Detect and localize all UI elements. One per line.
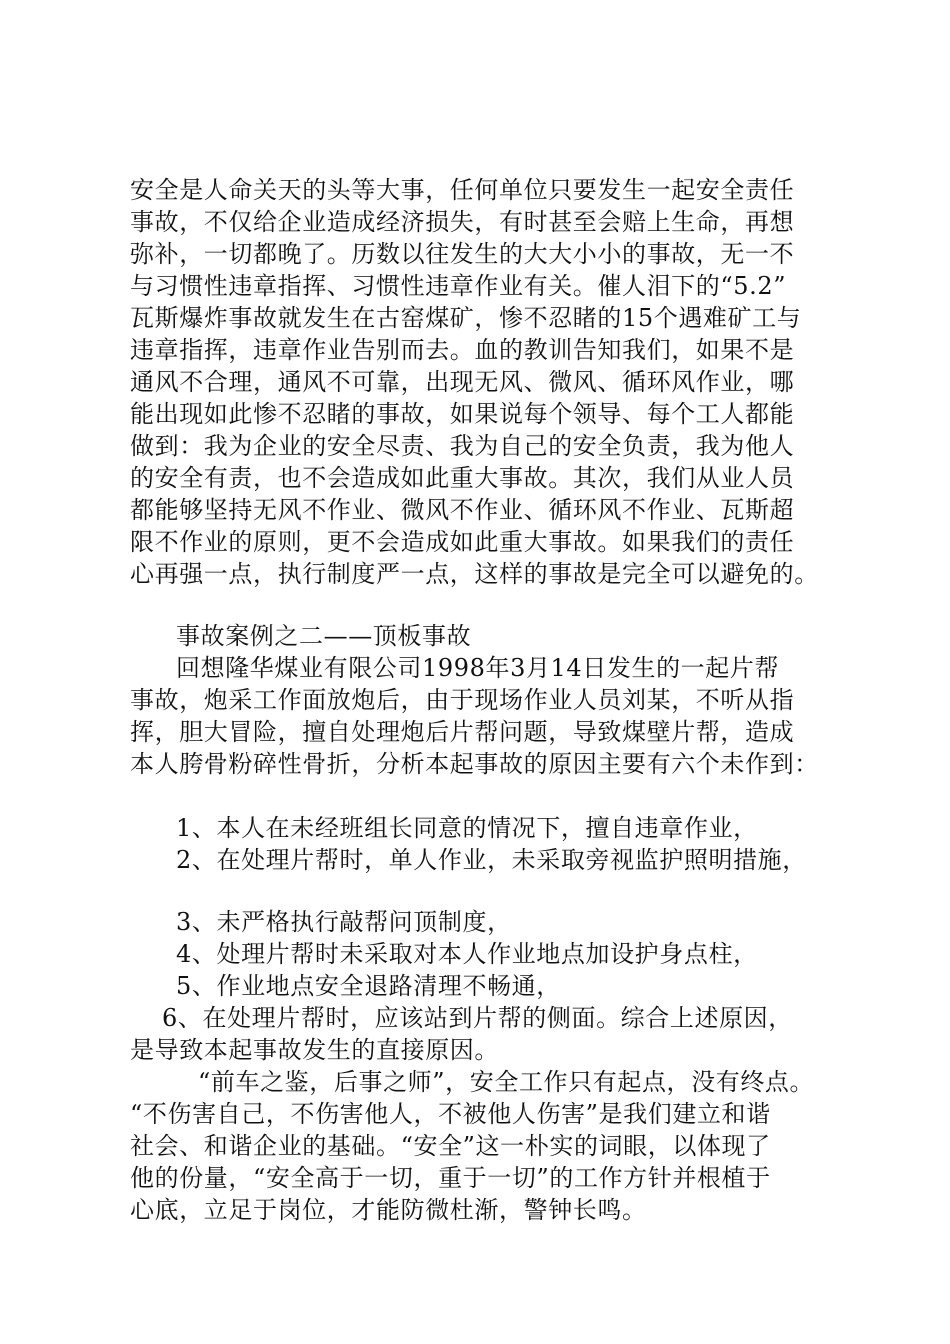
paragraph1-line: 的安全有责，也不会造成如此重大事故。其次，我们从业人员 xyxy=(130,464,795,492)
paragraph1-line: 都能够坚持无风不作业、微风不作业、循环风不作业、瓦斯超 xyxy=(130,496,795,524)
case-heading: 事故案例之二——顶板事故 xyxy=(176,622,472,650)
paragraph1-line: 限不作业的原则，更不会造成如此重大事故。如果我们的责任 xyxy=(130,528,795,556)
paragraph1-line: 做到：我为企业的安全尽责、我为自己的安全负责，我为他人 xyxy=(130,432,795,460)
paragraph1-line: 瓦斯爆炸事故就发生在古窑煤矿，惨不忍睹的15个遇难矿工与 xyxy=(130,304,802,332)
paragraph1-line: 事故，不仅给企业造成经济损失，有时甚至会赔上生命，再想 xyxy=(130,208,795,236)
cause-item: 3、未严格执行敲帮问顶制度， xyxy=(176,908,512,936)
paragraph3-line: 社会、和谐企业的基础。“安全”这一朴实的词眼，以体现了 xyxy=(130,1132,771,1160)
paragraph2-line: 本人胯骨粉碎性骨折，分析本起事故的原因主要有六个未作到： xyxy=(130,750,819,778)
paragraph1-line: 与习惯性违章指挥、习惯性违章作业有关。催人泪下的“5.2” xyxy=(130,272,787,300)
paragraph2-line: 回想隆华煤业有限公司1998年3月14日发生的一起片帮 xyxy=(176,654,780,682)
paragraph1-line: 弥补，一切都晚了。历数以往发生的大大小小的事故，无一不 xyxy=(130,240,795,268)
paragraph1-line: 安全是人命关天的头等大事，任何单位只要发生一起安全责任 xyxy=(130,176,795,204)
cause-item: 是导致本起事故发生的直接原因。 xyxy=(130,1036,499,1064)
cause-item: 5、作业地点安全退路清理不畅通， xyxy=(176,972,561,1000)
cause-item: 2、在处理片帮时，单人作业，未采取旁视监护照明措施， xyxy=(176,846,807,874)
paragraph2-line: 挥，胆大冒险，擅自处理炮后片帮问题，导致煤壁片帮，造成 xyxy=(130,718,795,746)
paragraph3-line: 他的份量，“安全高于一切，重于一切”的工作方针并根植于 xyxy=(130,1164,771,1192)
paragraph3-line: “前车之鉴，后事之师”，安全工作只有起点，没有终点。 xyxy=(198,1068,815,1096)
cause-item: 1、本人在未经班组长同意的情况下，擅自违章作业， xyxy=(176,814,758,842)
paragraph1-line: 违章指挥，违章作业告别而去。血的教训告知我们，如果不是 xyxy=(130,336,795,364)
cause-item: 4、处理片帮时未采取对本人作业地点加设护身点柱， xyxy=(176,940,758,968)
paragraph1-line: 能出现如此惨不忍睹的事故，如果说每个领导、每个工人都能 xyxy=(130,400,795,428)
paragraph2-line: 事故，炮采工作面放炮后，由于现场作业人员刘某，不听从指 xyxy=(130,686,795,714)
cause-item: 6、在处理片帮时，应该站到片帮的侧面。综合上述原因， xyxy=(162,1004,793,1032)
paragraph3-line: 心底，立足于岗位，才能防微杜渐，警钟长鸣。 xyxy=(130,1196,647,1224)
paragraph1-line: 心再强一点，执行制度严一点，这样的事故是完全可以避免的。 xyxy=(130,560,819,588)
paragraph1-line: 通风不合理，通风不可靠，出现无风、微风、循环风作业，哪 xyxy=(130,368,795,396)
paragraph3-line: “不伤害自己，不伤害他人，不被他人伤害”是我们建立和谐 xyxy=(130,1100,771,1128)
